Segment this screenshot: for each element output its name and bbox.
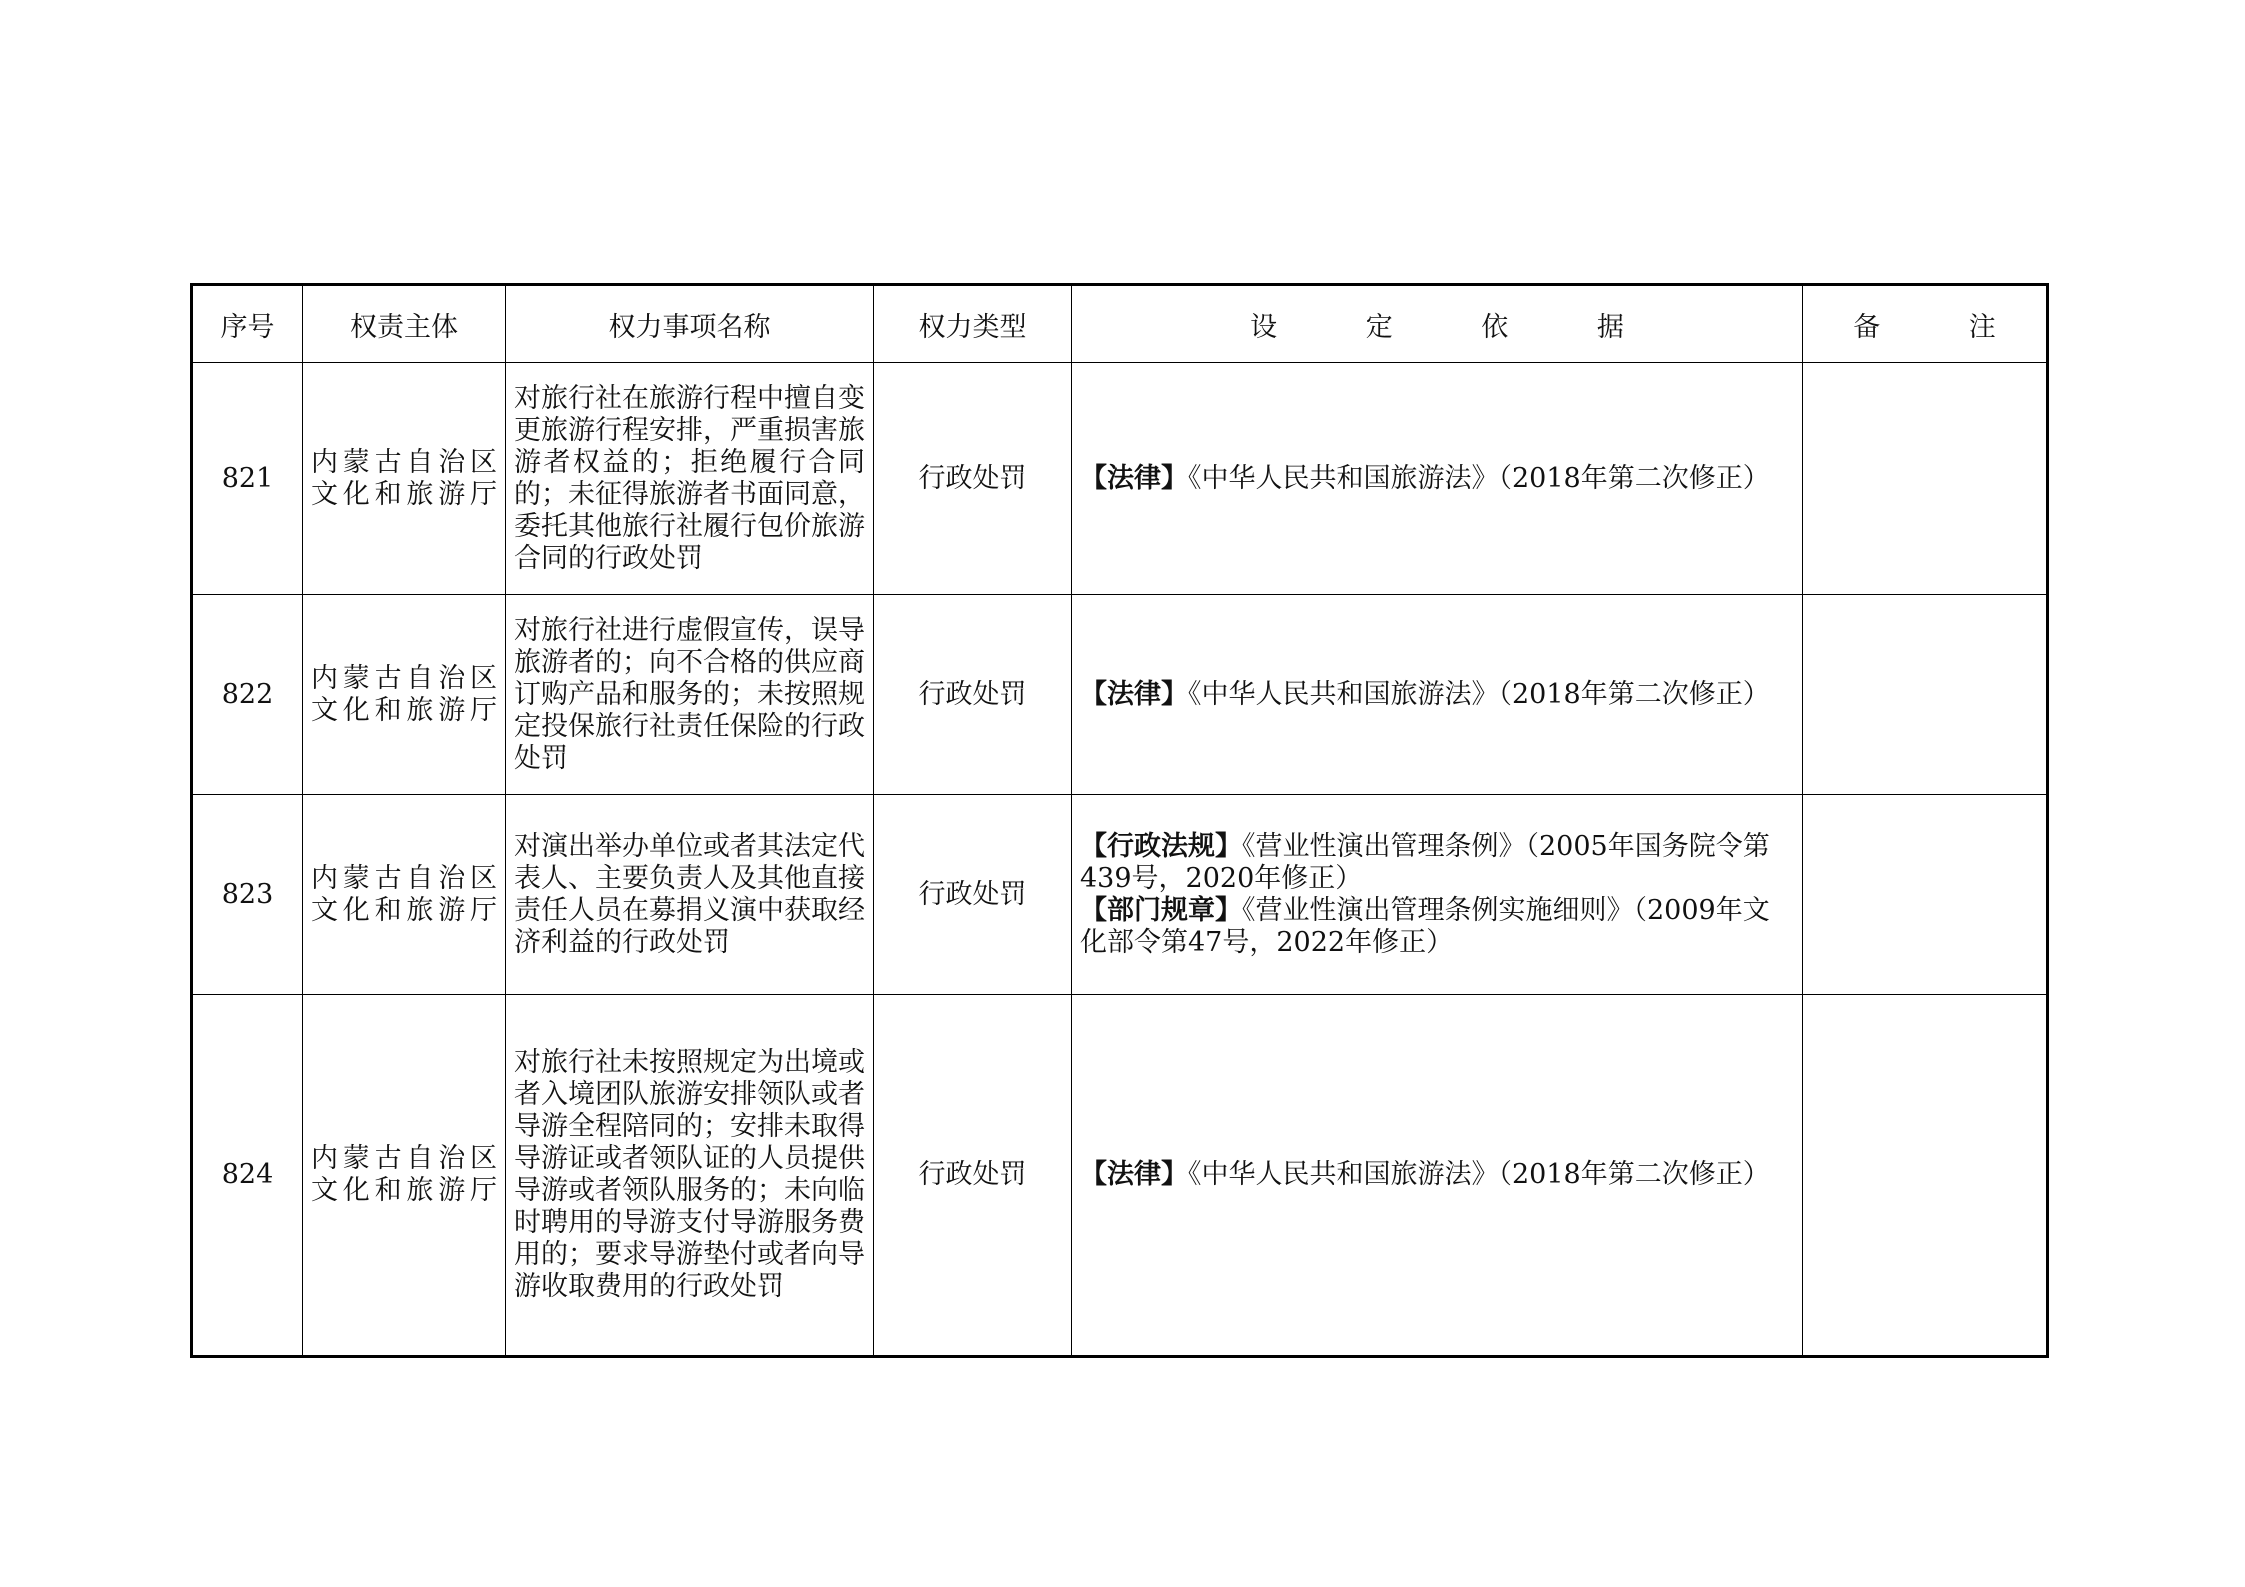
- row-basis: [1072, 795, 1803, 995]
- basis-text: 《中华人民共和国旅游法》（2018年第二次修正）: [1188, 1159, 1770, 1190]
- row-name: 对旅行社未按照规定为出境或者入境团队旅游安排领队或者导游全程陪同的；安排未取得导游证或者领队证的人员提供导游或者领队服务的；未向临时聘用的导游支付导游服务费用的；要求导游垫付或者向导游收取费用的行政处罚: [506, 995, 874, 1357]
- basis-tag: 【法律】: [1080, 678, 1188, 710]
- row-basis: [1072, 363, 1803, 595]
- header-basis-label: 设 定 依 据: [1250, 311, 1664, 343]
- basis-text: 《中华人民共和国旅游法》（2018年第二次修正）: [1188, 678, 1770, 710]
- basis-entry: [1080, 831, 1794, 895]
- header-remark-label: 备 注: [1853, 311, 2036, 343]
- row-name: 对旅行社进行虚假宣传，误导旅游者的；向不合格的供应商订购产品和服务的；未按照规定投保旅行社责任保险的行政处罚: [506, 595, 874, 795]
- basis-tag: 【部门规章】: [1080, 894, 1242, 926]
- basis-text: 《中华人民共和国旅游法》（2018年第二次修正）: [1188, 462, 1770, 494]
- row-type: 行政处罚: [874, 595, 1072, 795]
- row-remark: [1803, 595, 2048, 795]
- basis-entry: [1080, 679, 1794, 711]
- row-basis: [1072, 595, 1803, 795]
- basis-tag: 【行政法规】: [1080, 830, 1242, 862]
- basis-tag: 【法律】: [1080, 1159, 1188, 1190]
- row-no: 823: [192, 795, 303, 995]
- header-name: 权力事项名称: [506, 285, 874, 363]
- row-no: 824: [192, 995, 303, 1357]
- row-remark: [1803, 363, 2048, 595]
- basis-entry: [1080, 895, 1794, 959]
- row-subject: 内蒙古自治区文化和旅游厅: [303, 595, 506, 795]
- header-basis: [1072, 285, 1803, 363]
- row-no: 821: [192, 363, 303, 595]
- row-type: 行政处罚: [874, 363, 1072, 595]
- basis-tag: 【法律】: [1080, 462, 1188, 494]
- header-subject: 权责主体: [303, 285, 506, 363]
- basis-text: 《营业性演出管理条例实施细则》（2009年文化部令第47号，2022年修正）: [1080, 894, 1770, 958]
- table-row: [192, 995, 2048, 1357]
- row-name: 对演出举办单位或者其法定代表人、主要负责人及其他直接责任人员在募捐义演中获取经济利益的行政处罚: [506, 795, 874, 995]
- header-no: 序号: [192, 285, 303, 363]
- row-subject: 内蒙古自治区文化和旅游厅: [303, 995, 506, 1357]
- basis-entry: [1080, 1159, 1794, 1191]
- table-row: [192, 595, 2048, 795]
- row-no: 822: [192, 595, 303, 795]
- power-list-table: [190, 283, 2049, 1358]
- header-row: [192, 285, 2048, 363]
- header-type: 权力类型: [874, 285, 1072, 363]
- row-subject: 内蒙古自治区文化和旅游厅: [303, 363, 506, 595]
- header-remark: [1803, 285, 2048, 363]
- row-remark: [1803, 795, 2048, 995]
- row-type: 行政处罚: [874, 995, 1072, 1357]
- row-name: 对旅行社在旅游行程中擅自变更旅游行程安排，严重损害旅游者权益的；拒绝履行合同的；未征得旅游者书面同意，委托其他旅行社履行包价旅游合同的行政处罚: [506, 363, 874, 595]
- row-subject: 内蒙古自治区文化和旅游厅: [303, 795, 506, 995]
- table-row: [192, 795, 2048, 995]
- row-type: 行政处罚: [874, 795, 1072, 995]
- row-basis: [1072, 995, 1803, 1357]
- table-row: [192, 363, 2048, 595]
- basis-entry: [1080, 463, 1794, 495]
- row-remark: [1803, 995, 2048, 1357]
- basis-text: 《营业性演出管理条例》（2005年国务院令第439号，2020年修正）: [1080, 830, 1770, 894]
